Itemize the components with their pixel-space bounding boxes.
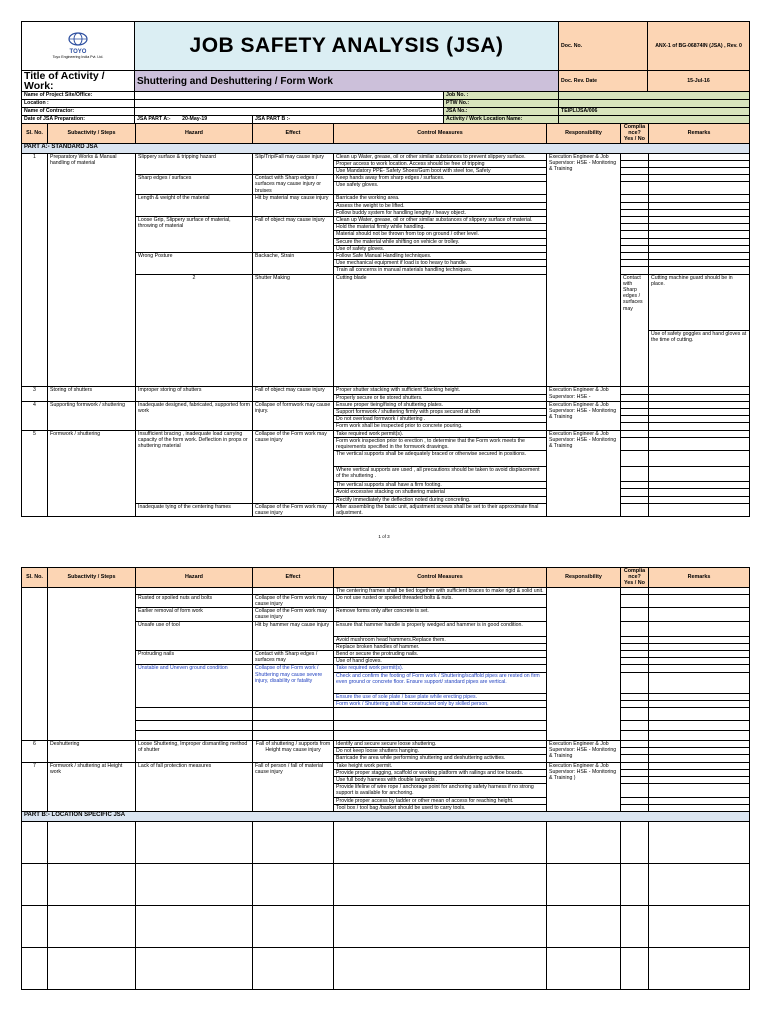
jsa-table-page-2 xyxy=(21,567,750,990)
control-measure: Properly secure or tie stored shutters. xyxy=(334,394,547,401)
subactivity: Preparatory Works & Manual handling of material xyxy=(48,153,136,387)
effect: Collapse of the Form work may cause injury xyxy=(253,608,334,621)
sl-no: 4 xyxy=(22,401,48,430)
control-measure: Use mechanical equipment if load is too heavy to handle. xyxy=(334,260,547,267)
col-compliance: Compliance? Yes / No xyxy=(621,124,649,144)
control-measure: Avoid excessive stacking on shuttering material xyxy=(334,489,547,496)
page-footer: 1 of 3 xyxy=(378,534,390,539)
contractor-value xyxy=(135,108,444,116)
responsibility: Execution Engineer & Job Supervisor: HSE - xyxy=(547,387,621,401)
table-row xyxy=(22,430,750,437)
control-measure: Replace broken handles of hammer. xyxy=(334,643,547,650)
control-measure: Cutting machine guard should be in place. xyxy=(649,274,750,330)
col-responsibility: Responsibility xyxy=(547,568,621,588)
control-measure: Form work / Shuttering shall be constructed only by skilled person. xyxy=(334,700,547,707)
control-measure: The centering frames shall be tied together with sufficient braces to make rigid & solid unit. xyxy=(334,587,547,594)
hazard: Cutting blade xyxy=(334,274,547,387)
part-a-label: PART A:- STANDARD JSA xyxy=(22,143,750,153)
hazard: Wrong Posture xyxy=(136,253,253,275)
jsa-page-2 xyxy=(21,567,749,990)
control-measure: Provide proper access by ladder or other mean of access for reaching height. xyxy=(334,797,547,804)
control-measure: Follow Safe Manual Handling techniques. xyxy=(334,253,547,260)
control-measure: Ensure that hammer handle is properly wedged and hammer is in good condition. xyxy=(334,621,547,636)
hazard: Sharp edges / surfaces xyxy=(136,175,253,195)
sl-no: 7 xyxy=(22,762,48,811)
control-measure: Material should not be thrown from top on ground / other level. xyxy=(334,231,547,238)
job-no-value xyxy=(559,92,750,100)
effect: Contact with Sharp edges / surfaces may cause injury or bruises xyxy=(253,175,334,195)
control-measure: Take required work permit(s). xyxy=(334,430,547,437)
project-site-value xyxy=(135,92,444,100)
effect: Collapse of formwork may cause injury. xyxy=(253,401,334,430)
responsibility: Execution Engineer & Job Supervisor: HSE - Monitoring & Training xyxy=(547,401,621,430)
hazard: Improper storing of shutters xyxy=(136,387,253,401)
sl-no: 2 xyxy=(136,274,253,387)
effect: Collapse of the Form work may cause injury xyxy=(253,430,334,503)
table-row xyxy=(22,906,750,948)
control-measure: Use of safety goggles and hand gloves at the time of cutting. xyxy=(649,330,750,386)
hazard: Unstable and Uneven ground condition xyxy=(136,665,253,708)
activity-location-label: Activity / Work Location Name: xyxy=(444,116,559,124)
company-short-name: TOYO xyxy=(69,48,87,55)
hazard: Loose Grip, Slippery surface of material, throwing of material xyxy=(136,217,253,253)
ptw-no-label: PTW No.: xyxy=(444,100,559,108)
activity-value: Shuttering and Deshuttering / Form Work xyxy=(135,71,559,92)
control-measure: Take height work permit. xyxy=(334,762,547,769)
control-measure: Tool box / tool bag /basket should be used to carry tools. xyxy=(334,804,547,811)
effect: Slip/Trip/Fall may cause injury xyxy=(253,153,334,175)
control-measure: Do not keep loose shutters hanging. xyxy=(334,748,547,755)
subactivity: Storing of shutters xyxy=(48,387,136,401)
effect: Collapse of the Form work may cause injury xyxy=(253,503,334,516)
col-subactivity: Subactivity / Steps xyxy=(48,124,136,144)
jsa-header-table xyxy=(21,21,750,124)
control-measure: Use full body harness with double lanyards . xyxy=(334,777,547,784)
control-measure: Identify and secure secure loose shuttering. xyxy=(334,741,547,748)
control-measure: Barricade the area while performing shuttering and deshuttering activities. xyxy=(334,755,547,762)
control-measure: Clean up Water, grease, oil or other similar substances of slippery surface of material. xyxy=(334,217,547,224)
control-measure: Use of hand gloves. xyxy=(334,658,547,665)
control-measure: Check and confirm the footing of Form work / Shuttering/scaffold pipes are rested on firm even ground or concrete floor. Ensure support/ standard pipes are vertical. xyxy=(334,672,547,693)
control-measure: Where vertical supports are used , all precautions should be taken to avoid displacement of the shuttering . xyxy=(334,467,547,482)
hazard: Inadequate designed, fabricated, supported form work xyxy=(136,401,253,430)
responsibility: Execution Engineer & Job Supervisor: HSE - Monitoring & Training xyxy=(547,430,621,517)
control-measure: Proper access to work location. Access should be free of tripping xyxy=(334,160,547,167)
control-measure: Assess the weight to be lifted. xyxy=(334,202,547,209)
col-responsibility: Responsibility xyxy=(547,124,621,144)
control-measure: Support formwork / shuttering firmly with props secured at both xyxy=(334,408,547,415)
subactivity: Deshuttering xyxy=(48,741,136,763)
table-row xyxy=(22,864,750,906)
location-value xyxy=(135,100,444,108)
control-measure: Rectify immediately the deflection noted during concreting. xyxy=(334,496,547,503)
part-b-label: PART B:- LOCATION SPECIFIC JSA xyxy=(22,812,750,822)
hazard: Rusted or spoiled nuts and bolts xyxy=(136,594,253,607)
control-measure: Use Mandatory PPE- Safety Shoes/Gum boot with steel toe, Safety xyxy=(334,168,547,175)
control-measure: After assembling the basic unit, adjustment screws shall be set to their approximate final adjustment. xyxy=(334,503,547,516)
compliance-cell[interactable] xyxy=(621,153,649,160)
table-row xyxy=(22,401,750,408)
table-row xyxy=(22,387,750,394)
jsa-page-1 xyxy=(21,21,749,517)
col-hazard: Hazard xyxy=(136,568,253,588)
col-control-measures: Control Measures xyxy=(334,568,547,588)
control-measure: Take required work permit(s). xyxy=(334,665,547,672)
project-site-label: Name of Project Site/Office: xyxy=(22,92,135,100)
effect: Collapse of the Form work may cause injury xyxy=(253,594,334,607)
subactivity: Supporting formwork / shuttering xyxy=(48,401,136,430)
contractor-label: Name of Contractor: xyxy=(22,108,135,116)
control-measure: Provide lifeline of wire rope / anchorage point for anchoring safety harness if no strong support is available for anchoring. xyxy=(334,784,547,797)
sl-no: 3 xyxy=(22,387,48,401)
jsa-part-a-label: JSA PART A:- xyxy=(137,116,171,123)
table-row xyxy=(22,587,750,594)
hazard: Unsafe use of tool xyxy=(136,621,253,650)
responsibility: Execution Engineer & Job Supervisor: HSE - Monitoring & Training xyxy=(547,153,621,387)
control-measure: Form work inspection prior to erection , to determine that the Form work meets the requirements specified in the formwork drawings. xyxy=(334,437,547,450)
responsibility: Execution Engineer & Job Supervisor: HSE - Monitoring & Training ) xyxy=(547,762,621,811)
control-measure: The vertical supports shall have a firm footing. xyxy=(334,482,547,489)
remarks-cell[interactable] xyxy=(649,153,750,160)
effect: Hit by hammer may cause injury xyxy=(253,621,334,650)
hazard: Protruding nails xyxy=(136,651,253,665)
col-subactivity: Subactivity / Steps xyxy=(48,568,136,588)
effect: Collapse of the Form work / Shuttering may cause severe injury, disability or fatality xyxy=(253,665,334,708)
effect: Backache, Strain xyxy=(253,253,334,275)
control-measure: Keep hands away from sharp edges / surfaces. xyxy=(334,175,547,182)
toyo-logo-icon xyxy=(68,32,88,46)
col-remarks: Remarks xyxy=(649,124,750,144)
col-sl-no: Sl. No. xyxy=(22,124,48,144)
control-measure: The vertical supports shall be adequately braced or otherwise secured in positions. xyxy=(334,451,547,467)
responsibility: Execution Engineer & Job Supervisor: HSE - Monitoring & Training xyxy=(547,741,621,763)
table-row xyxy=(22,948,750,990)
jsa-part-b-label: JSA PART B :- xyxy=(253,116,444,124)
control-measure: Follow buddy system for handling lengthy / heavy object. xyxy=(334,209,547,216)
effect: Contact with Sharp edges / surfaces may xyxy=(253,651,334,665)
table-row xyxy=(22,741,750,748)
doc-no-value: ANX-1 of BG-06874IN (JSA) , Rev. 0 xyxy=(648,22,750,71)
hazard: Lack of fall protection measures xyxy=(136,762,253,811)
hazard: Slippery surface & tripping hazard xyxy=(136,153,253,175)
subactivity: Shutter Making xyxy=(253,274,334,387)
control-measure: Do not use rusted or spoiled threaded bolts & nuts. xyxy=(334,594,547,607)
doc-rev-date-label: Doc. Rev. Date xyxy=(559,71,648,92)
sl-no: 1 xyxy=(22,153,48,387)
control-measure: Use of safety gloves. xyxy=(334,245,547,252)
table-row xyxy=(22,762,750,769)
effect: Contact with Sharp edges / surfaces may xyxy=(621,274,649,387)
control-measure: Proper shutter stacking with sufficient Stacking height. xyxy=(334,387,547,394)
hazard: Inadequate tying of the centering frames xyxy=(136,503,253,516)
effect: Fall of person / fall of material cause injury xyxy=(253,762,334,811)
control-measure: Avoid mushroom head hammers.Replace them. xyxy=(334,636,547,643)
hazard: Length & weight of the material xyxy=(136,195,253,217)
job-no-label: Job No. : xyxy=(444,92,559,100)
doc-no-label: Doc. No. xyxy=(559,22,648,71)
ptw-no-value xyxy=(559,100,750,108)
control-measure: Bend or secure the protruding nails. xyxy=(334,651,547,658)
jsa-part-a-date: 20-May-19 xyxy=(182,116,208,123)
control-measure: Barricade the working area. xyxy=(334,195,547,202)
hazard: Earlier removal of form work xyxy=(136,608,253,621)
effect: Fall of shuttering / supports from Height may cause injury xyxy=(253,741,334,763)
control-measure: Ensure proper tieing/fixing of shuttering plates. xyxy=(334,401,547,408)
control-measure: Use safety gloves. xyxy=(334,182,547,195)
sl-no: 5 xyxy=(22,430,48,517)
document-title: JOB SAFETY ANALYSIS (JSA) xyxy=(135,22,559,71)
control-measure: Secure the material while shifting on vehicle or trolley. xyxy=(334,238,547,245)
col-hazard: Hazard xyxy=(136,124,253,144)
activity-label: Title of Activity / Work: xyxy=(22,71,135,92)
control-measure: Form work shall be inspected prior to concrete pouring. xyxy=(334,423,547,430)
control-measure: Clean up Water, grease, oil or other similar substances to prevent slippery surface. xyxy=(334,153,547,160)
col-remarks: Remarks xyxy=(649,568,750,588)
company-logo xyxy=(22,22,135,71)
control-measure: Hold the material firmly while handling. xyxy=(334,224,547,231)
hazard: Insufficient bracing , inadequate load carrying capacity of the form work. Deflection in props or shuttering material xyxy=(136,430,253,503)
col-effect: Effect xyxy=(253,124,334,144)
table-row xyxy=(22,822,750,864)
col-effect: Effect xyxy=(253,568,334,588)
control-measure: Train all concerns in manual materials handling techniques. xyxy=(334,267,547,274)
jsa-date-label: Date of JSA Preparation: xyxy=(22,116,135,124)
jsa-no-value: TEIPL/JSA/006 xyxy=(559,108,750,116)
control-measure: Do not overload formwork / shuttering . xyxy=(334,416,547,423)
doc-rev-date-value: 15-Jul-16 xyxy=(648,71,750,92)
table-row xyxy=(22,153,750,160)
effect: Fall of object may cause injury xyxy=(253,217,334,253)
jsa-no-label: JSA No.: xyxy=(444,108,559,116)
effect: Fall of object may cause injury xyxy=(253,387,334,401)
hazard: Loose Shuttering, Improper dismantling method of shutter xyxy=(136,741,253,763)
subactivity: Formwork / shuttering at Height work xyxy=(48,762,136,811)
control-measure: Provide proper stagging, scaffold or working platform with railings and toe boards. xyxy=(334,769,547,776)
control-measure: Ensure the use of sole plate / base plate while erecting pipes. xyxy=(334,693,547,700)
control-measure: Remove forms only after concrete is set. xyxy=(334,608,547,621)
effect: Hit by material may cause injury xyxy=(253,195,334,217)
subactivity: Formwork / shuttering xyxy=(48,430,136,517)
location-label: Location : xyxy=(22,100,135,108)
col-sl-no: Sl. No. xyxy=(22,568,48,588)
col-compliance: Compliance? Yes / No xyxy=(621,568,649,588)
col-control-measures: Control Measures xyxy=(334,124,547,144)
sl-no: 6 xyxy=(22,741,48,763)
company-full-name: Toyo Engineering India Pvt. Ltd. xyxy=(52,54,104,59)
jsa-table-page-1 xyxy=(21,123,750,517)
